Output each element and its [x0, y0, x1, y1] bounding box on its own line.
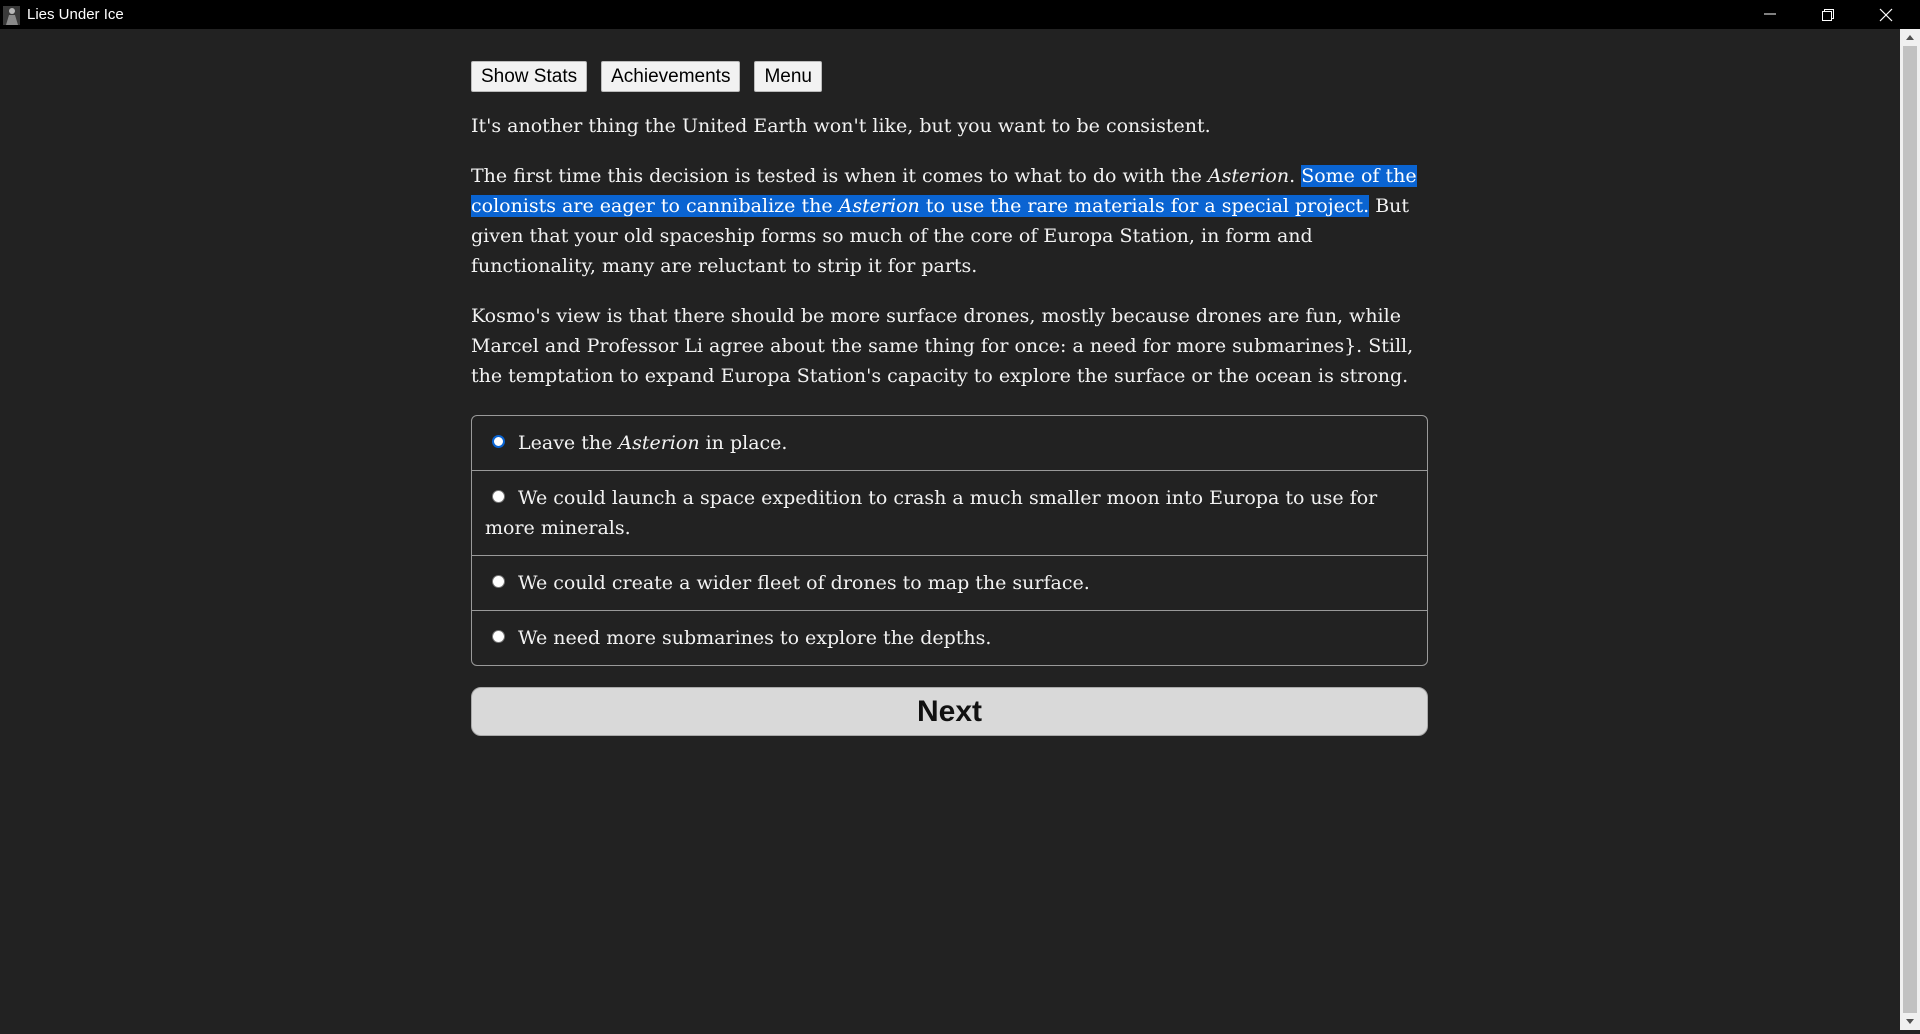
close-icon	[1879, 8, 1893, 22]
story-text: But given that your old spaceship forms so much of the core of Europa Station, in form and functionality, many are reluctant to strip it for parts.	[471, 195, 1410, 277]
choice-option[interactable]	[472, 416, 1427, 470]
choice-option[interactable]	[472, 470, 1427, 555]
game-content	[471, 61, 1428, 736]
window-title: Lies Under Ice	[27, 6, 124, 23]
story-paragraph-2	[471, 161, 1428, 281]
scroll-down-button[interactable]	[1900, 1013, 1920, 1030]
arrow-down-icon	[1900, 1013, 1920, 1030]
radio-button[interactable]	[492, 490, 505, 503]
story-paragraph-3: Kosmo's view is that there should be more surface drones, mostly because drones are fun, while Marcel and Professor Li agree about the same thing for once: a need for more submarines}. Still, the temptation to expand Europa Station's capacity to explore the surface or the ocean is strong.	[471, 305, 1414, 387]
choice-label: We could create a wider fleet of drones to map the surface.	[518, 572, 1090, 594]
restore-icon	[1821, 8, 1835, 22]
show-stats-button[interactable]: Show Stats	[471, 61, 587, 92]
minimize-button[interactable]	[1741, 0, 1799, 29]
choice-option[interactable]	[472, 555, 1427, 610]
scroll-up-button[interactable]	[1900, 29, 1920, 46]
story-text: The first time this decision is tested is when it comes to what to do with the	[471, 165, 1208, 187]
story-paragraph-1: It's another thing the United Earth won't like, but you want to be consistent.	[471, 115, 1211, 137]
choice-label: We need more submarines to explore the depths.	[518, 627, 992, 649]
selected-text: Some of the colonists are eager to cannibalize the Asterion to use the rare materials for a special project.	[471, 165, 1417, 217]
radio-button[interactable]	[492, 630, 505, 643]
minimize-icon	[1763, 8, 1777, 22]
story-text: .	[1289, 165, 1302, 187]
choice-label: Leave the Asterion in place.	[518, 432, 788, 454]
scrollbar-thumb[interactable]	[1903, 46, 1917, 1013]
arrow-up-icon	[1900, 29, 1920, 46]
next-button[interactable]: Next	[471, 687, 1428, 736]
achievements-button[interactable]: Achievements	[601, 61, 740, 92]
game-toolbar	[471, 61, 1428, 92]
close-button[interactable]	[1857, 0, 1915, 29]
choice-list	[471, 415, 1428, 666]
ship-name: Asterion	[838, 195, 920, 217]
app-icon	[3, 6, 20, 25]
choice-option[interactable]	[472, 610, 1427, 665]
vertical-scrollbar[interactable]	[1900, 29, 1920, 1030]
radio-button-selected[interactable]	[492, 435, 505, 448]
choice-label: We could launch a space expedition to crash a much smaller moon into Europa to use for more minerals.	[485, 487, 1378, 539]
menu-button[interactable]: Menu	[754, 61, 822, 92]
title-bar	[0, 0, 1920, 29]
ship-name: Asterion	[1207, 165, 1290, 187]
radio-button[interactable]	[492, 575, 505, 588]
restore-button[interactable]	[1799, 0, 1857, 29]
